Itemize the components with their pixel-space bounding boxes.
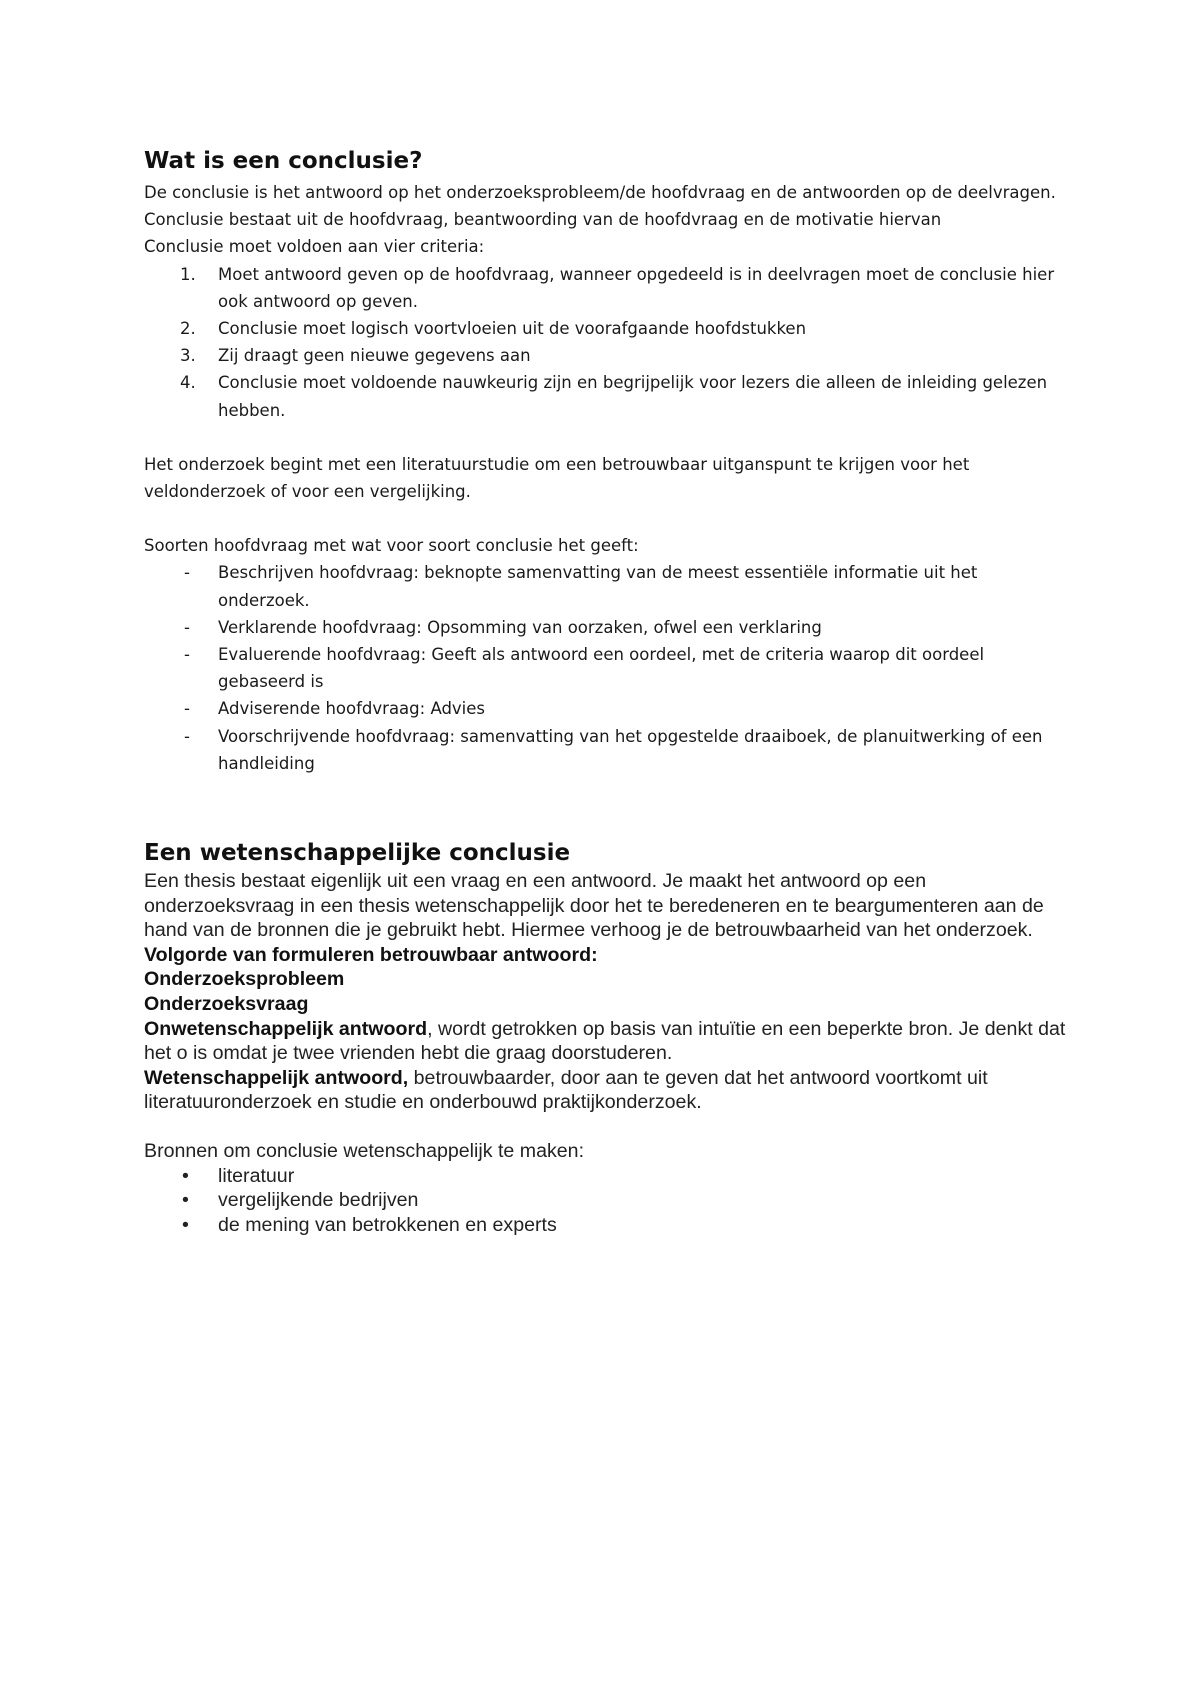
list-item-text: Voorschrijvende hoofdvraag: samenvatting van het opgestelde draaiboek, de planuitwerking of een handleiding	[218, 726, 1043, 773]
paragraph-criteria-intro: Conclusie moet voldoen aan vier criteria:	[144, 237, 485, 257]
list-item	[144, 641, 1069, 695]
wetenschappelijk-text: betrouwbaarder, door aan te geven dat het antwoord voortkomt uit literatuuronderzoek en studie en onderbouwd praktijkonderzoek.	[144, 1066, 988, 1114]
list-item	[144, 369, 1069, 423]
sources-list	[144, 1164, 1074, 1238]
step-onderzoeksvraag: Onderzoeksvraag	[144, 992, 309, 1015]
list-number: 4.	[180, 373, 196, 393]
step-onderzoeksprobleem: Onderzoeksprobleem	[144, 968, 345, 991]
spacer	[144, 505, 1069, 532]
list-item-text: Moet antwoord geven op de hoofdvraag, wanneer opgedeeld is in deelvragen moet de conclusie hier ook antwoord op geven.	[218, 264, 1055, 311]
volgorde-title: Volgorde van formuleren betrouwbaar antwoord:	[144, 943, 598, 966]
bullet-marker: •	[182, 1164, 189, 1187]
paragraph-soorten-hoofdvraag: Soorten hoofdvraag met wat voor soort conclusie het geeft:	[144, 536, 639, 556]
list-item-text: Zij draagt geen nieuwe gegevens aan	[218, 346, 531, 366]
list-item	[144, 1164, 1074, 1189]
section-wetenschappelijke-conclusie	[144, 838, 1074, 1237]
section-conclusie	[144, 146, 1069, 777]
list-item	[144, 614, 1069, 641]
list-item-text: vergelijkende bedrijven	[218, 1189, 419, 1212]
list-item	[144, 315, 1069, 342]
list-item-text: de mening van betrokkenen en experts	[218, 1213, 557, 1236]
list-item-text: Conclusie moet logisch voortvloeien uit de voorafgaande hoofdstukken	[218, 319, 807, 339]
paragraph-bronnen: Bronnen om conclusie wetenschappelijk te maken:	[144, 1139, 585, 1162]
section2-body	[144, 869, 1074, 1237]
paragraph-intro: De conclusie is het antwoord op het onderzoeksprobleem/de hoofdvraag en de antwoorden op de deelvragen.	[144, 183, 1056, 202]
spacer	[144, 1115, 1074, 1139]
list-item	[144, 261, 1069, 315]
wetenschappelijk-label: Wetenschappelijk antwoord,	[144, 1066, 409, 1089]
list-item	[144, 559, 1069, 613]
bullet-marker: •	[182, 1189, 189, 1212]
list-number: 2.	[180, 319, 196, 339]
paragraph-volgorde	[144, 943, 1074, 968]
list-item-text: literatuur	[218, 1164, 295, 1187]
paragraph-thesis: Een thesis bestaat eigenlijk uit een vraag en een antwoord. Je maakt het antwoord op een onderzoeksvraag in een thesis wetenschappelijk door het te beredeneren en te beargumenteren aan de hand van de bronnen die je gebruikt hebt. Hiermee verhoog je de betrouwbaarheid van het onderzoek.	[144, 870, 1044, 942]
list-number: 3.	[180, 346, 196, 366]
paragraph-bestaat-uit: Conclusie bestaat uit de hoofdvraag, beantwoording van de hoofdvraag en de motivatie hiervan	[144, 210, 942, 230]
dash-marker: -	[184, 726, 190, 746]
list-number: 1.	[180, 264, 196, 284]
dash-marker: -	[184, 563, 190, 583]
list-item-text: Conclusie moet voldoende nauwkeurig zijn en begrijpelijk voor lezers die alleen de inleiding gelezen hebben.	[218, 373, 1048, 420]
bullet-marker: •	[182, 1213, 189, 1236]
list-item	[144, 695, 1069, 722]
dash-marker: -	[184, 617, 190, 637]
list-item	[144, 1188, 1074, 1213]
heading-wetenschappelijke-conclusie: Een wetenschappelijke conclusie	[144, 840, 571, 866]
paragraph-onwetenschappelijk	[144, 1017, 1074, 1066]
paragraph-onderzoek: Het onderzoek begint met een literatuurstudie om een betrouwbaar uitganspunt te krijgen voor het veldonderzoek of voor een vergelijking.	[144, 454, 970, 502]
spacer	[144, 424, 1069, 451]
dash-marker: -	[184, 699, 190, 719]
paragraph-step2	[144, 992, 1074, 1017]
paragraph-wetenschappelijk	[144, 1066, 1074, 1115]
paragraph-step1	[144, 967, 1074, 992]
hoofdvraag-types-list	[144, 559, 1069, 777]
heading-wat-is-een-conclusie: Wat is een conclusie?	[144, 148, 423, 174]
list-item	[144, 723, 1069, 777]
criteria-list	[144, 261, 1069, 424]
list-item-text: Verklarende hoofdvraag: Opsomming van oorzaken, ofwel een verklaring	[218, 617, 822, 637]
list-item	[144, 342, 1069, 369]
list-item-text: Evaluerende hoofdvraag: Geeft als antwoord een oordeel, met de criteria waarop dit oordeel gebaseerd is	[218, 645, 985, 692]
dash-marker: -	[184, 645, 190, 665]
list-item-text: Adviserende hoofdvraag: Advies	[218, 699, 486, 719]
list-item	[144, 1213, 1074, 1238]
onwetenschappelijk-text: , wordt getrokken op basis van intuïtie en een beperkte bron. Je denkt dat het o is omdat je twee vrienden hebt die graag doorstuderen.	[144, 1017, 1066, 1065]
list-item-text: Beschrijven hoofdvraag: beknopte samenvatting van de meest essentiële informatie uit het onderzoek.	[218, 563, 978, 610]
onwetenschappelijk-label: Onwetenschappelijk antwoord	[144, 1017, 428, 1040]
